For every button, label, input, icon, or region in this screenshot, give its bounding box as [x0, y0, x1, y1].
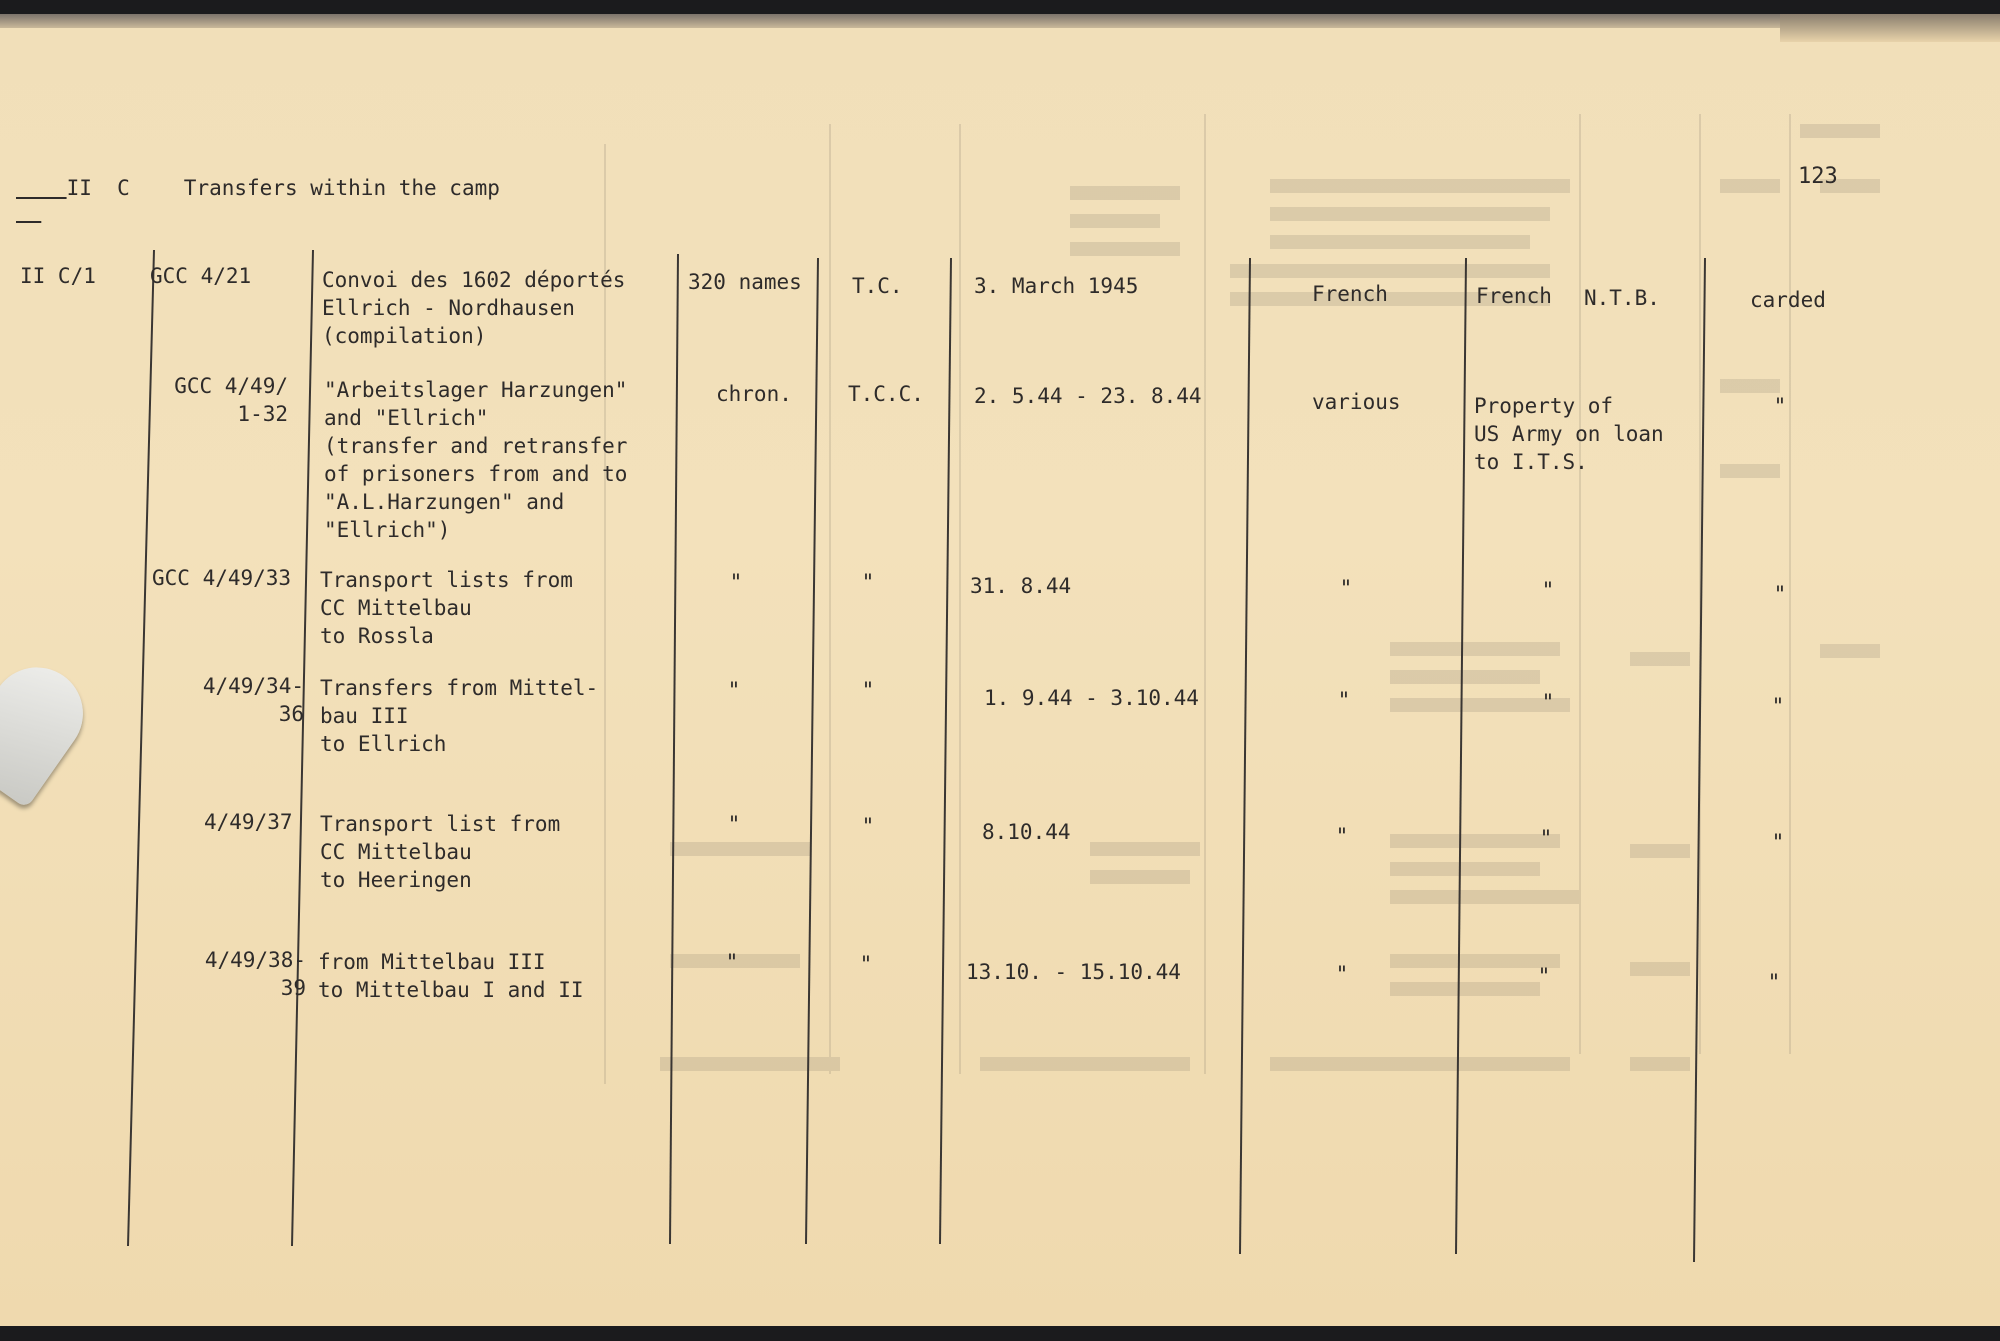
row-3-status: " — [1773, 582, 1787, 606]
row-2-language: Property of US Army on loan to I.T.S. — [1474, 394, 1664, 474]
row-5-description: Transport list from CC Mittelbau to Heeringen — [320, 812, 561, 892]
column-rule-8 — [1694, 258, 1705, 1262]
section-title: Transfers within the camp — [183, 176, 500, 200]
row-1-status: carded — [1750, 288, 1826, 312]
row-1-dates: 3. March 1945 — [974, 274, 1139, 298]
row-4-status: " — [1771, 694, 1785, 718]
row-2-ref: GCC 4/49/ 1-32 — [174, 374, 288, 426]
row-5-nationality: " — [1335, 824, 1349, 848]
row-2-dates: 2. 5.44 - 23. 8.44 — [974, 384, 1202, 408]
row-1-ref: GCC 4/21 — [150, 264, 252, 288]
column-rule-7 — [1456, 258, 1466, 1254]
row-2-type: T.C.C. — [848, 382, 924, 406]
row-6-status: " — [1767, 970, 1781, 994]
row-4-quantity: " — [727, 678, 741, 702]
page-number: 123 — [1798, 164, 1838, 189]
row-6-dates: 13.10. - 15.10.44 — [966, 960, 1181, 984]
column-rule-5 — [940, 258, 951, 1244]
row-3-dates: 31. 8.44 — [970, 574, 1072, 598]
row-6-nationality: " — [1335, 962, 1349, 986]
row-1-language: French — [1476, 284, 1552, 308]
column-rule-3 — [670, 254, 678, 1244]
row-3-ref: GCC 4/49/33 — [152, 566, 292, 590]
row-6-type: " — [859, 952, 873, 976]
row-2-quantity: chron. — [716, 382, 792, 406]
row-2-status: " — [1773, 394, 1787, 418]
row-2-description: "Arbeitslager Harzungen" and "Ellrich" (transfer and retransfer of prisoners from and to "A.L.Harzungen" and "Ellrich") — [324, 378, 628, 542]
row-4-language: " — [1541, 690, 1555, 714]
row-4-dates: 1. 9.44 - 3.10.44 — [984, 686, 1199, 710]
row-4-nationality: " — [1337, 688, 1351, 712]
row-4-type: " — [861, 678, 875, 702]
row-6-quantity: " — [725, 950, 739, 974]
row-2-nationality: various — [1312, 390, 1401, 414]
column-rule-2 — [292, 250, 313, 1246]
row-3-description: Transport lists from CC Mittelbau to Rossla — [320, 568, 573, 648]
column-rule-4 — [806, 258, 818, 1244]
row-3-quantity: " — [729, 570, 743, 594]
row-4-ref: 4/49/34- 36 — [202, 674, 304, 726]
row-5-ref: 4/49/37 — [204, 810, 293, 834]
section-heading — [16, 152, 500, 224]
group-label: II C/1 — [20, 264, 96, 288]
row-1-description: Convoi des 1602 déportés Ellrich - Nordhausen (compilation) — [322, 268, 626, 348]
column-rule-6 — [1240, 258, 1250, 1254]
row-1-ntb: N.T.B. — [1584, 286, 1660, 310]
row-3-language: " — [1541, 578, 1555, 602]
row-6-ref: 4/49/38- 39 — [204, 948, 306, 1000]
section-number: II C — [66, 176, 130, 200]
row-1-nationality: French — [1312, 282, 1388, 306]
row-5-status: " — [1771, 830, 1785, 854]
row-5-type: " — [861, 814, 875, 838]
document-page — [0, 14, 2000, 1326]
row-1-type: T.C. — [852, 274, 903, 298]
row-4-description: Transfers from Mittel- bau III to Ellrich — [320, 676, 599, 756]
row-3-nationality: " — [1339, 576, 1353, 600]
row-5-language: " — [1539, 826, 1553, 850]
row-6-description: from Mittelbau III to Mittelbau I and II — [318, 950, 584, 1002]
row-6-language: " — [1537, 964, 1551, 988]
row-3-type: " — [861, 570, 875, 594]
row-1-quantity: 320 names — [688, 270, 802, 294]
row-5-quantity: " — [727, 812, 741, 836]
row-5-dates: 8.10.44 — [982, 820, 1071, 844]
